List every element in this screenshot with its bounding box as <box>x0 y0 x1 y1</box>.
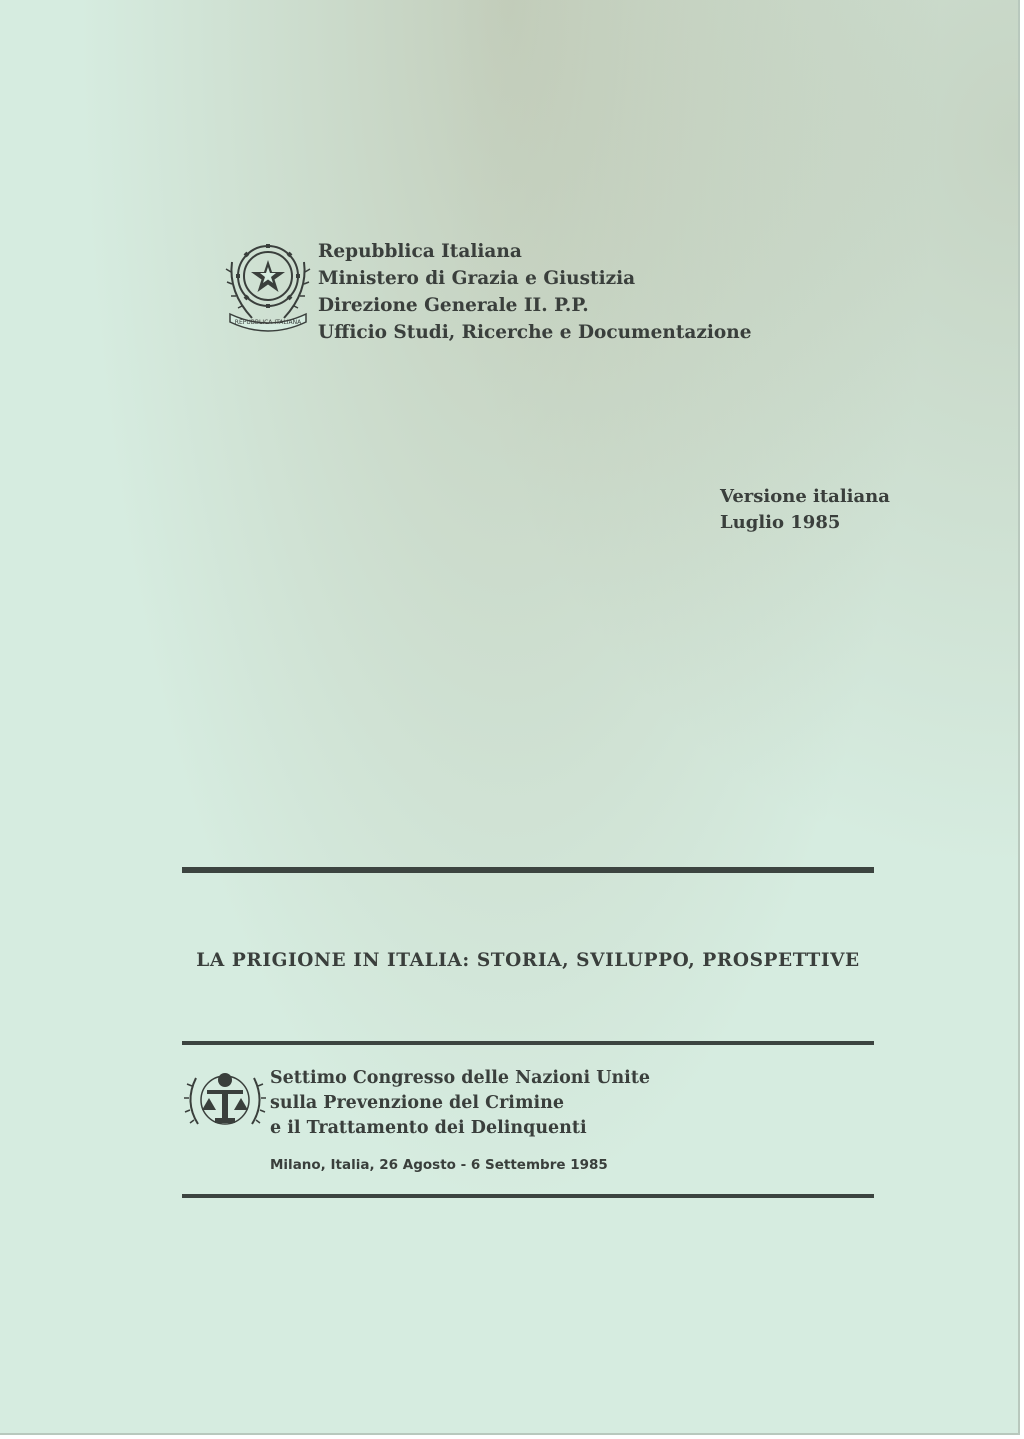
italian-republic-emblem-icon <box>222 232 314 332</box>
ministry-header <box>318 238 751 346</box>
middle-rule-divider <box>182 1041 874 1045</box>
header-line-directorate: Direzione Generale II. P.P. <box>318 295 589 316</box>
un-crime-congress-logo-icon <box>182 1060 268 1140</box>
congress-place-date: Milano, Italia, 26 Agosto - 6 Settembre 1985 <box>270 1157 608 1173</box>
header-line-ministry: Ministero di Grazia e Giustizia <box>318 268 636 289</box>
congress-line-3: e il Trattamento dei Delinquenti <box>270 1118 587 1138</box>
bottom-rule-divider <box>182 1194 874 1198</box>
congress-info <box>270 1066 650 1141</box>
congress-line-1: Settimo Congresso delle Nazioni Unite <box>270 1068 651 1088</box>
top-rule-divider <box>182 867 874 873</box>
version-date: Luglio 1985 <box>720 512 841 533</box>
version-language: Versione italiana <box>720 486 890 507</box>
header-line-office: Ufficio Studi, Ricerche e Documentazione <box>318 322 752 343</box>
svg-text:REPUBBLICA ITALIANA: REPUBBLICA ITALIANA <box>234 319 302 326</box>
header-line-republic: Repubblica Italiana <box>318 241 522 262</box>
congress-line-2: sulla Prevenzione del Crimine <box>270 1093 564 1113</box>
document-title: LA PRIGIONE IN ITALIA: STORIA, SVILUPPO, PROSPETTIVE <box>196 950 860 971</box>
version-info <box>720 484 890 536</box>
